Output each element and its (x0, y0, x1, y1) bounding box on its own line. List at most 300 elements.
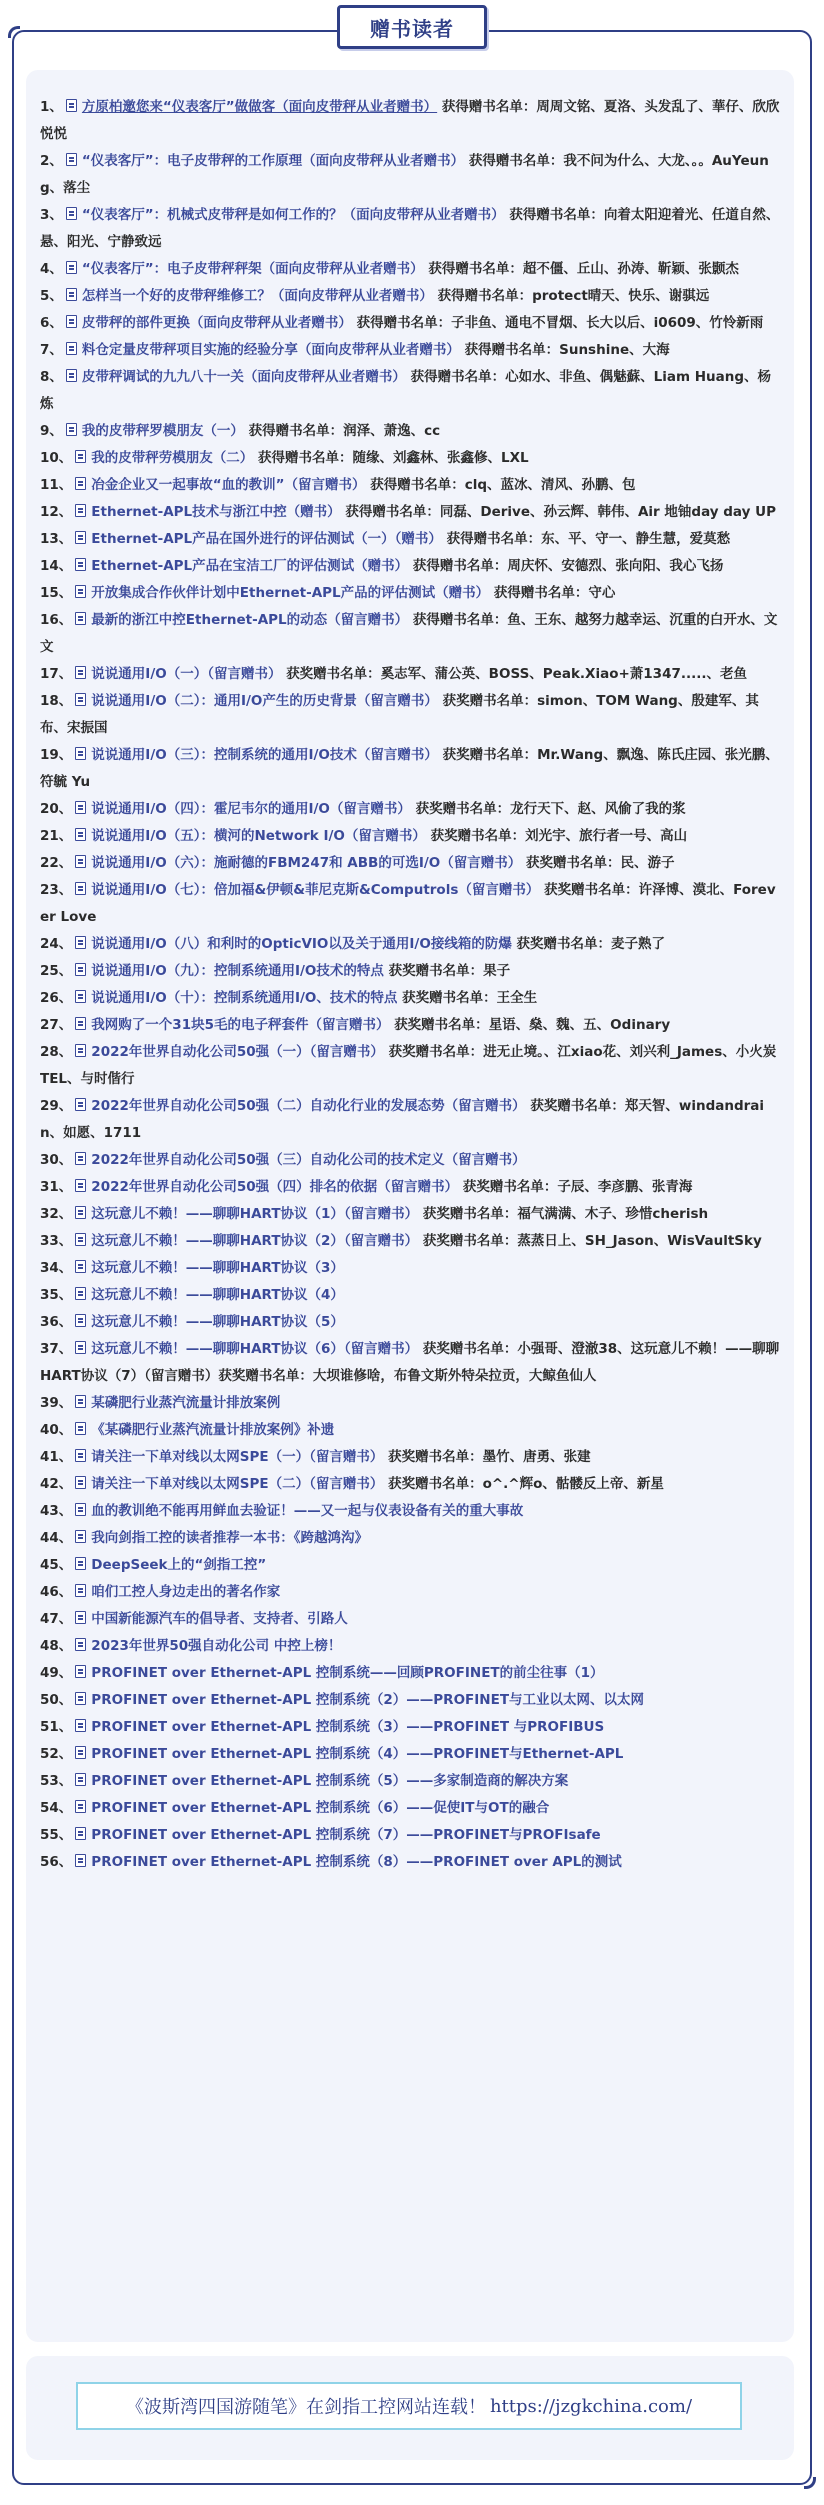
item-number: 30、 (40, 1152, 73, 1168)
article-link[interactable]: 请关注一下单对线以太网SPE（二） (91, 1476, 310, 1492)
article-link[interactable]: PROFINET over Ethernet-APL 控制系统（4）——PROFINET与Ethernet-APL (91, 1746, 624, 1762)
item-number: 20、 (40, 801, 73, 817)
document-icon (75, 612, 86, 625)
winner-label: 获得赠书名单： (441, 99, 537, 115)
winner-label: 获奖赠书名单： (530, 1098, 625, 1114)
winner-label: 获奖赠书名单： (422, 1206, 518, 1222)
document-icon (75, 1800, 86, 1813)
list-item (40, 1471, 780, 1498)
winner-names: 鱼、王东、越努力越幸运、沉重的白开水、文文 (40, 612, 778, 655)
giveaway-note: （留言赠书） (377, 1179, 459, 1195)
winner-names: Mr.Wang、飘逸、陈氏庄园、张光鹏、符毓 Yu (40, 747, 779, 790)
item-number: 54、 (40, 1800, 73, 1816)
item-number: 7、 (40, 342, 63, 358)
document-icon (75, 1692, 86, 1705)
item-number: 10、 (40, 450, 73, 466)
document-icon (66, 369, 77, 382)
article-link[interactable]: 2022年世界自动化公司50强（三）自动化公司的技术定义 (91, 1152, 445, 1168)
item-number: 23、 (40, 882, 73, 898)
list-item (40, 823, 780, 850)
giveaway-note: （留言赠书） (440, 855, 522, 871)
list-item (40, 1147, 780, 1174)
list-item (40, 877, 780, 931)
winner-names: 周周文铭、夏洛、头发乱了、華仔、欣欣悦悦 (40, 99, 780, 142)
document-icon (75, 1584, 86, 1597)
giveaway-note: （留言赠书） (284, 477, 366, 493)
footer-banner[interactable] (76, 2382, 742, 2430)
winner-names: 许泽博、漠北、Forever Love (40, 882, 776, 925)
winner-label: 获奖赠书名单： (516, 936, 612, 952)
article-link[interactable]: 我网购了一个31块5毛的电子秤套件 (91, 1017, 309, 1033)
item-number: 12、 (40, 504, 73, 520)
list-item (40, 1201, 780, 1228)
item-number: 28、 (40, 1044, 73, 1060)
item-number: 33、 (40, 1233, 73, 1249)
article-link[interactable]: “仪表客厅”：电子皮带秤的工作原理（面向皮带秤从业者赠书） (81, 153, 465, 169)
document-icon (75, 1557, 86, 1570)
list-item (40, 445, 780, 472)
document-icon (75, 1638, 86, 1651)
winner-label: 获奖赠书名单： (402, 990, 497, 1006)
document-icon (75, 1395, 86, 1408)
winner-names: 子辰、李彦鹏、张青海 (557, 1179, 693, 1195)
document-icon (66, 153, 77, 166)
winner-label: 获得赠书名单： (464, 342, 560, 358)
item-number: 27、 (40, 1017, 73, 1033)
list-item (40, 931, 780, 958)
winner-label: 获奖赠书名单： (430, 828, 526, 844)
article-link[interactable]: 这玩意儿不赖！——聊聊HART协议（1） (91, 1206, 344, 1222)
document-icon (75, 990, 86, 1003)
document-icon (75, 936, 86, 949)
document-icon (75, 1746, 86, 1759)
document-icon (66, 342, 77, 355)
winner-names: 同磊、Derive、孙云辉、韩伟、Air 地铀day day UP (439, 504, 776, 520)
document-icon (75, 1476, 86, 1489)
item-number: 26、 (40, 990, 73, 1006)
list-item (40, 310, 780, 337)
winner-label: 获得赠书名单： (437, 288, 533, 304)
article-link[interactable]: 2022年世界自动化公司50强（四）排名的依据 (91, 1179, 378, 1195)
article-link[interactable]: 2022年世界自动化公司50强（二）自动化行业的发展态势 (91, 1098, 445, 1114)
document-icon (75, 450, 86, 463)
giveaway-note: （赠书） (286, 504, 341, 520)
article-link[interactable]: 说说通用I/O（九）：控制系统通用I/O技术的特点 (91, 963, 384, 979)
document-icon (75, 504, 86, 517)
winner-names: 小强哥、澄澈38、这玩意儿不赖！——聊聊HART协议（7）（留言赠书）获奖赠书名单：大坝谁修啥，布鲁文斯外特朵拉贡，大鲸鱼仙人 (40, 1341, 780, 1384)
article-link[interactable]: 说说通用I/O（八）和利时的OpticVIO以及关于通用I/O接线箱的防爆 (91, 936, 512, 952)
list-item (40, 1093, 780, 1147)
article-link[interactable]: 开放集成合作伙伴计划中Ethernet-APL产品的评估测试 (91, 585, 436, 601)
list-item (40, 580, 780, 607)
list-item (40, 526, 780, 553)
item-number: 48、 (40, 1638, 73, 1654)
winner-names: 麦子熟了 (611, 936, 666, 952)
giveaway-note: （留言赠书） (356, 693, 438, 709)
item-number: 53、 (40, 1773, 73, 1789)
document-icon (75, 747, 86, 760)
document-icon (75, 558, 86, 571)
item-number: 29、 (40, 1098, 73, 1114)
article-link[interactable]: 怎样当一个好的皮带秤维修工？（面向皮带秤从业者赠书） (81, 288, 433, 304)
winner-label: 获奖赠书名单： (422, 1341, 518, 1357)
item-number: 16、 (40, 612, 73, 628)
article-link[interactable]: PROFINET over Ethernet-APL 控制系统（2）——PROFINET与工业以太网、以太网 (91, 1692, 645, 1708)
giveaway-note: （留言赠书） (356, 747, 438, 763)
document-icon (75, 1449, 86, 1462)
document-icon (75, 1854, 86, 1867)
winner-names: 心如水、非鱼、偶魅蘇、Liam Huang、杨炼 (40, 369, 772, 412)
list-item (40, 1228, 780, 1255)
item-number: 8、 (40, 369, 63, 385)
document-icon (75, 1611, 86, 1624)
document-icon (66, 315, 77, 328)
footer-panel (26, 2356, 794, 2460)
document-icon (66, 99, 77, 112)
article-link[interactable]: Ethernet-APL技术与浙江中控 (91, 504, 287, 520)
item-number: 22、 (40, 855, 73, 871)
list-item (40, 364, 780, 418)
document-icon (75, 1179, 86, 1192)
winner-names: 周庆怀、安德烈、张向阳、我心飞扬 (507, 558, 724, 574)
winner-label: 获奖赠书名单： (394, 1017, 489, 1033)
document-icon (75, 585, 86, 598)
article-link[interactable]: “仪表客厅”：机械式皮带秤是如何工作的？（面向皮带秤从业者赠书） (81, 207, 505, 223)
item-number: 51、 (40, 1719, 73, 1735)
document-icon (75, 1665, 86, 1678)
list-item (40, 1282, 780, 1309)
article-link[interactable]: PROFINET over Ethernet-APL 控制系统（6）——促使IT与OT的融合 (91, 1800, 550, 1816)
document-icon (66, 423, 77, 436)
winner-label: 获得赠书名单： (356, 315, 452, 331)
winner-label: 获得赠书名单： (493, 585, 589, 601)
article-link[interactable]: Ethernet-APL产品在国外进行的评估测试（一） (91, 531, 395, 547)
giveaway-note: （留言赠书） (309, 1476, 384, 1492)
article-link[interactable]: 说说通用I/O（三）：控制系统的通用I/O技术 (91, 747, 357, 763)
article-link[interactable]: 这玩意儿不赖！——聊聊HART协议（5） (91, 1314, 344, 1330)
winner-names: clq、蓝冰、清风、孙鹏、包 (464, 477, 636, 493)
winner-label: 获得赠书名单： (412, 558, 508, 574)
giveaway-note: （留言赠书） (343, 1206, 419, 1222)
article-link[interactable]: “仪表客厅”：电子皮带秤秤架（面向皮带秤从业者赠书） (81, 261, 424, 277)
giveaway-note: （留言赠书） (207, 666, 282, 682)
giveaway-note: （留言赠书） (343, 1233, 419, 1249)
article-link[interactable]: 说说通用I/O（六）：施耐德的FBM247和 ABB的可选I/O (91, 855, 441, 871)
winner-names: o^.^辉o、骷髅反上帝、新星 (482, 1476, 664, 1492)
winner-label: 获奖赠书名单： (525, 855, 621, 871)
list-item (40, 1525, 780, 1552)
winner-label: 获奖赠书名单： (462, 1179, 558, 1195)
list-item (40, 337, 780, 364)
list-item (40, 499, 780, 526)
list-item (40, 1714, 780, 1741)
document-icon (75, 1017, 86, 1030)
article-link[interactable]: PROFINET over Ethernet-APL 控制系统（7）——PROFINET与PROFIsafe (91, 1827, 601, 1843)
list-item (40, 553, 780, 580)
article-link[interactable]: 2022年世界自动化公司50强（一） (91, 1044, 310, 1060)
list-item (40, 1417, 780, 1444)
winner-label: 获奖赠书名单： (388, 1476, 483, 1492)
winner-label: 获得赠书名单： (248, 423, 344, 439)
item-number: 47、 (40, 1611, 73, 1627)
winner-names: 果子 (483, 963, 511, 979)
giveaway-note: （留言赠书） (444, 1152, 526, 1168)
winner-names: 蒸蒸日上、SH_Jason、WisVaultSky (517, 1233, 762, 1249)
list-item (40, 1309, 780, 1336)
winner-names: 刘光宇、旅行者一号、高山 (525, 828, 688, 844)
list-item (40, 1822, 780, 1849)
giveaway-note: （留言赠书） (309, 1044, 384, 1060)
list-item (40, 1552, 780, 1579)
winner-label: 获得赠书名单： (410, 369, 506, 385)
winner-names: 奚志军、蒲公英、BOSS、Peak.Xiao+萧1347.....、老鱼 (380, 666, 748, 682)
winner-label: 获得赠书名单： (412, 612, 508, 628)
list-item (40, 1795, 780, 1822)
winner-names: 东、平、守一、静生慧，爱莫愁 (541, 531, 731, 547)
list-item (40, 985, 780, 1012)
document-icon (75, 666, 86, 679)
giveaway-note: （留言赠书） (329, 801, 411, 817)
winner-names: simon、TOM Wang、殷建军、其布、宋振国 (40, 693, 759, 736)
document-icon (75, 855, 86, 868)
item-number: 9、 (40, 423, 63, 439)
list-item (40, 1606, 780, 1633)
article-link[interactable]: PROFINET over Ethernet-APL 控制系统（5）——多家制造商的解决方案 (91, 1773, 569, 1789)
article-link[interactable]: DeepSeek上的“剑指工控” (91, 1557, 267, 1573)
article-link[interactable]: 说说通用I/O（五）：横河的Network I/O (91, 828, 345, 844)
document-icon (75, 828, 86, 841)
document-icon (75, 1260, 86, 1273)
document-icon (75, 1152, 86, 1165)
article-link[interactable]: 方原柏邀您来“仪表客厅”做做客（面向皮带秤从业者赠书） (81, 99, 438, 115)
article-link[interactable]: 血的教训绝不能再用鲜血去验证！——又一起与仪表设备有关的重大事故 (91, 1503, 524, 1519)
winner-names: 润泽、萧逸、cc (343, 423, 441, 439)
winner-names: 龙行天下、赵、风偷了我的浆 (510, 801, 686, 817)
winner-label: 获得赠书名单： (446, 531, 542, 547)
list-item (40, 1444, 780, 1471)
item-number: 2、 (40, 153, 63, 169)
winner-label: 获得赠书名单： (370, 477, 465, 493)
item-number: 56、 (40, 1854, 73, 1870)
list-item (40, 256, 780, 283)
giveaway-note: （留言赠书） (458, 882, 540, 898)
item-number: 37、 (40, 1341, 73, 1357)
winner-names: 随缘、刘鑫林、张鑫修、LXL (352, 450, 529, 466)
list-item (40, 688, 780, 742)
list-item (40, 1633, 780, 1660)
winner-label: 获奖赠书名单： (388, 1044, 484, 1060)
winner-names: Sunshine、大海 (559, 342, 670, 358)
giveaway-note: （留言赠书） (444, 1098, 526, 1114)
document-icon (75, 1719, 86, 1732)
list-item (40, 1741, 780, 1768)
winner-names: 进无止境。、江xiao花、刘兴利_James、小火炭TEL、与时偕行 (40, 1044, 777, 1087)
article-link[interactable]: 皮带秤的部件更换（面向皮带秤从业者赠书） (81, 315, 352, 331)
item-number: 43、 (40, 1503, 73, 1519)
article-link[interactable]: 料仓定量皮带秤项目实施的经验分享（面向皮带秤从业者赠书） (81, 342, 460, 358)
item-number: 15、 (40, 585, 73, 601)
winner-label: 获奖赠书名单： (422, 1233, 518, 1249)
winner-names: 王全生 (496, 990, 538, 1006)
article-link[interactable]: Ethernet-APL产品在宝洁工厂的评估测试 (91, 558, 355, 574)
winner-label: 获奖赠书名单： (286, 666, 381, 682)
winner-names: 星语、燊、魏、五、Odinary (488, 1017, 671, 1033)
list-item (40, 202, 780, 256)
list-item (40, 283, 780, 310)
article-link[interactable]: PROFINET over Ethernet-APL 控制系统（3）——PROFINET 与PROFIBUS (91, 1719, 605, 1735)
document-icon (75, 1206, 86, 1219)
item-number: 17、 (40, 666, 73, 682)
item-number: 34、 (40, 1260, 73, 1276)
document-icon (66, 207, 77, 220)
article-link[interactable]: 请关注一下单对线以太网SPE（一） (91, 1449, 310, 1465)
winner-label: 获得赠书名单： (468, 153, 564, 169)
giveaway-note: （赠书） (435, 585, 490, 601)
footer-url[interactable]: https://jzgkchina.com/ (489, 2395, 693, 2417)
document-icon (75, 477, 86, 490)
list-item (40, 1849, 780, 1876)
item-number: 14、 (40, 558, 73, 574)
article-link[interactable]: 这玩意儿不赖！——聊聊HART协议（2） (91, 1233, 344, 1249)
winner-names: 民、游子 (620, 855, 675, 871)
list-item (40, 850, 780, 877)
document-icon (75, 1422, 86, 1435)
list-item (40, 418, 780, 445)
document-icon (66, 261, 77, 274)
winner-label: 获得赠书名单： (428, 261, 523, 277)
item-number: 42、 (40, 1476, 73, 1492)
item-number: 46、 (40, 1584, 73, 1600)
giveaway-note: （赠书） (354, 558, 409, 574)
winner-names: 我不问为什么、大龙、。。AuYeung、落尘 (40, 153, 769, 196)
footer-text: 《波斯湾四国游随笔》在剑指工控网站连载！ (125, 2397, 486, 2418)
item-number: 45、 (40, 1557, 73, 1573)
list-item (40, 1768, 780, 1795)
document-icon (75, 693, 86, 706)
article-link[interactable]: PROFINET over Ethernet-APL 控制系统——回顾PROFINET的前尘往事（1） (91, 1665, 604, 1681)
winner-names: 守心 (588, 585, 616, 601)
winner-names: protect晴天、快乐、谢骐远 (532, 288, 710, 304)
list-item (40, 1498, 780, 1525)
winner-names: 向着太阳迎着光、任道自然、悬、阳光、宁静致远 (40, 207, 780, 250)
document-icon (75, 1773, 86, 1786)
article-link[interactable]: 我的皮带秤劳模朋友（二） (91, 450, 254, 466)
document-icon (75, 1044, 86, 1057)
document-icon (75, 1341, 86, 1354)
document-icon (75, 1530, 86, 1543)
list-item (40, 742, 780, 796)
item-number: 3、 (40, 207, 63, 223)
winner-names: 超不僵、丘山、孙涛、靳颖、张颢杰 (522, 261, 739, 277)
article-link[interactable]: 某磷肥行业蒸汽流量计排放案例 (91, 1395, 281, 1411)
document-icon (75, 531, 86, 544)
document-icon (75, 963, 86, 976)
item-number: 40、 (40, 1422, 73, 1438)
list-item (40, 1039, 780, 1093)
winner-label: 获奖赠书名单： (442, 747, 538, 763)
list-item (40, 958, 780, 985)
article-link[interactable]: 我向剑指工控的读者推荐一本书：《跨越鸿沟》 (91, 1530, 369, 1546)
list-item (40, 94, 780, 148)
article-link[interactable]: 皮带秤调试的九九八十一关（面向皮带秤从业者赠书） (81, 369, 406, 385)
item-number: 49、 (40, 1665, 73, 1681)
section-title: 赠书读者 (370, 16, 454, 41)
list-item (40, 1579, 780, 1606)
winner-names: 郑天智、windandrain、如愿、1711 (40, 1098, 765, 1141)
article-link[interactable]: 说说通用I/O（七）：倍加福&伊顿&菲尼克斯&Computrols (91, 882, 459, 898)
article-link[interactable]: 《某磷肥行业蒸汽流量计排放案例》补遗 (91, 1422, 335, 1438)
winner-label: 获得赠书名单： (258, 450, 353, 466)
item-number: 5、 (40, 288, 63, 304)
article-link[interactable]: 这玩意儿不赖！——聊聊HART协议（6） (91, 1341, 344, 1357)
item-number: 24、 (40, 936, 73, 952)
document-icon (75, 882, 86, 895)
item-number: 1、 (40, 99, 63, 115)
article-link[interactable]: 咱们工控人身边走出的著名作家 (91, 1584, 281, 1600)
list-item (40, 1336, 780, 1390)
item-number: 50、 (40, 1692, 73, 1708)
winner-names: 福气满满、木子、珍惜cherish (517, 1206, 709, 1222)
list-item (40, 607, 780, 661)
list-item (40, 1255, 780, 1282)
item-number: 52、 (40, 1746, 73, 1762)
article-link[interactable]: 说说通用I/O（二）：通用I/O产生的历史背景 (91, 693, 357, 709)
giveaway-note: （留言赠书） (344, 828, 426, 844)
article-link[interactable]: 这玩意儿不赖！——聊聊HART协议（4） (91, 1287, 344, 1303)
frame-corner-bottom-right (804, 2477, 816, 2489)
giveaway-note: （留言赠书） (343, 1341, 419, 1357)
list-item (40, 1012, 780, 1039)
list-item (40, 1390, 780, 1417)
article-link[interactable]: 说说通用I/O（一） (91, 666, 208, 682)
list-item (40, 148, 780, 202)
article-link[interactable]: 中国新能源汽车的倡导者、支持者、引路人 (91, 1611, 348, 1627)
winner-label: 获奖赠书名单： (544, 882, 639, 898)
article-link[interactable]: 2023年世界50强自动化公司 中控上榜！ (91, 1638, 342, 1654)
article-link[interactable]: 说说通用I/O（十）：控制系统通用I/O、技术的特点 (91, 990, 398, 1006)
list-item (40, 1174, 780, 1201)
document-icon (75, 1314, 86, 1327)
item-number: 55、 (40, 1827, 73, 1843)
item-number: 31、 (40, 1179, 73, 1195)
giveaway-note: （留言赠书） (308, 1017, 390, 1033)
item-number: 6、 (40, 315, 63, 331)
item-number: 44、 (40, 1530, 73, 1546)
item-number: 11、 (40, 477, 73, 493)
document-icon (66, 288, 77, 301)
item-number: 18、 (40, 693, 73, 709)
winner-names: 子非鱼、通电不冒烟、长大以后、i0609、竹怜新雨 (451, 315, 764, 331)
document-icon (75, 1827, 86, 1840)
article-link[interactable]: 最新的浙江中控Ethernet-APL的动态 (91, 612, 328, 628)
item-number: 35、 (40, 1287, 73, 1303)
giveaway-note: （留言赠书） (309, 1449, 384, 1465)
item-number: 19、 (40, 747, 73, 763)
article-link[interactable]: PROFINET over Ethernet-APL 控制系统（8）——PROFINET over APL的测试 (91, 1854, 622, 1870)
article-link[interactable]: 这玩意儿不赖！——聊聊HART协议（3） (91, 1260, 344, 1276)
article-link[interactable]: 冶金企业又一起事故“血的教训” (91, 477, 285, 493)
item-number: 32、 (40, 1206, 73, 1222)
article-link[interactable]: 说说通用I/O（四）：霍尼韦尔的通用I/O (91, 801, 330, 817)
list-item (40, 661, 780, 688)
item-number: 21、 (40, 828, 73, 844)
item-number: 41、 (40, 1449, 73, 1465)
winner-label: 获奖赠书名单： (442, 693, 538, 709)
article-link[interactable]: 我的皮带秤罗模朋友（一） (81, 423, 244, 439)
item-number: 13、 (40, 531, 73, 547)
list-item (40, 1660, 780, 1687)
item-number: 25、 (40, 963, 73, 979)
